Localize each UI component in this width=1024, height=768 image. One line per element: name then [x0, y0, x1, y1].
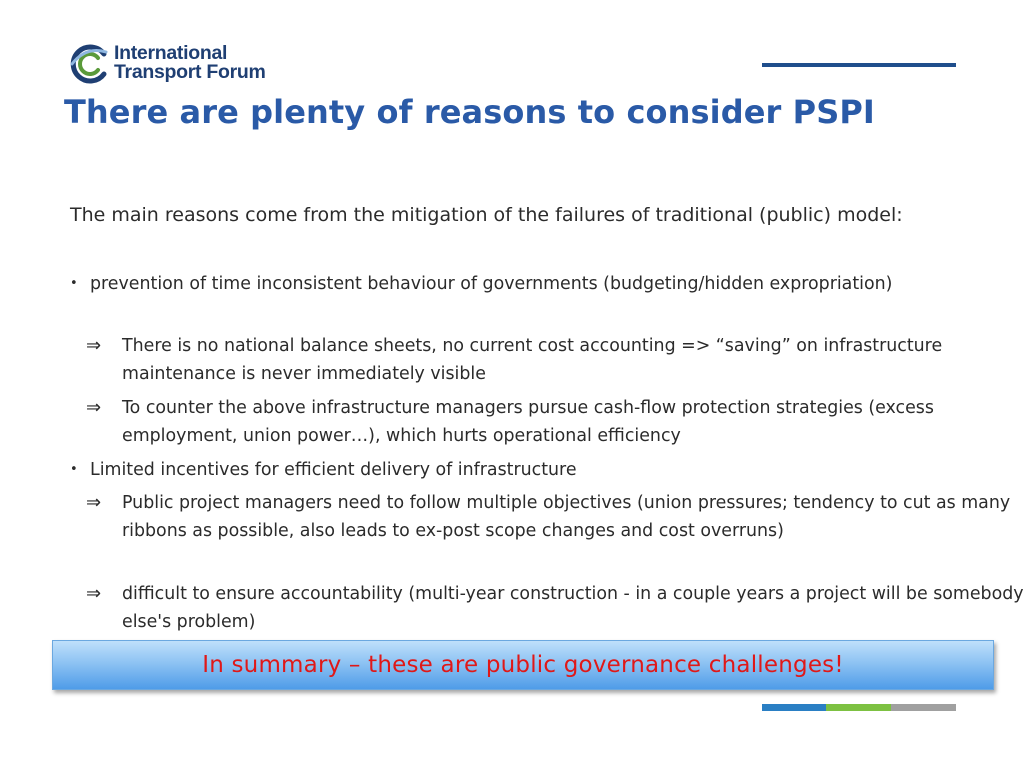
bullet-item	[70, 270, 1015, 298]
sub-item	[86, 489, 1024, 545]
summary-banner	[52, 640, 994, 690]
sub-item	[86, 394, 1024, 450]
footer-bar-blue	[762, 704, 826, 711]
itf-logo	[68, 42, 268, 86]
sub-item	[86, 580, 1024, 636]
summary-text: In summary – these are public governance challenges!	[202, 652, 844, 678]
implies-arrow-icon: ⇒	[86, 397, 102, 418]
bullet-text: Limited incentives for efficient delivery of infrastructure	[90, 460, 577, 480]
sub-item	[86, 332, 1024, 388]
footer-color-bars	[762, 704, 956, 711]
sub-text: To counter the above infrastructure managers pursue cash-flow protection strategies (excess employment, union power…), which hurts operational efficiency	[122, 398, 934, 446]
footer-bar-green	[826, 704, 891, 711]
logo-wordmark	[114, 44, 266, 82]
sub-text: difficult to ensure accountability (multi-year construction - in a couple years a project will be somebody else's problem)	[122, 584, 1024, 632]
sub-text: There is no national balance sheets, no current cost accounting => “saving” on infrastructure maintenance is never immediately visible	[122, 336, 943, 384]
bullet-text: prevention of time inconsistent behaviour of governments (budgeting/hidden expropriation)	[90, 274, 893, 294]
sub-text: Public project managers need to follow multiple objectives (union pressures; tendency to cut as many ribbons as possible, also leads to ex-post scope changes and cost overruns)	[122, 493, 1011, 541]
logo-line-1: International	[114, 42, 228, 64]
footer-bar-gray	[891, 704, 956, 711]
logo-line-2: Transport Forum	[114, 61, 266, 83]
bullet-item	[70, 456, 1015, 484]
bullet-dot-icon: •	[70, 462, 78, 477]
slide-title: There are plenty of reasons to consider PSPI	[64, 93, 875, 131]
implies-arrow-icon: ⇒	[86, 492, 102, 513]
implies-arrow-icon: ⇒	[86, 335, 102, 356]
header-rule	[762, 63, 956, 67]
intro-text: The main reasons come from the mitigation of the failures of traditional (public) model:	[70, 204, 903, 226]
itf-logo-icon	[68, 42, 110, 86]
implies-arrow-icon: ⇒	[86, 583, 102, 604]
bullet-dot-icon: •	[70, 276, 78, 291]
